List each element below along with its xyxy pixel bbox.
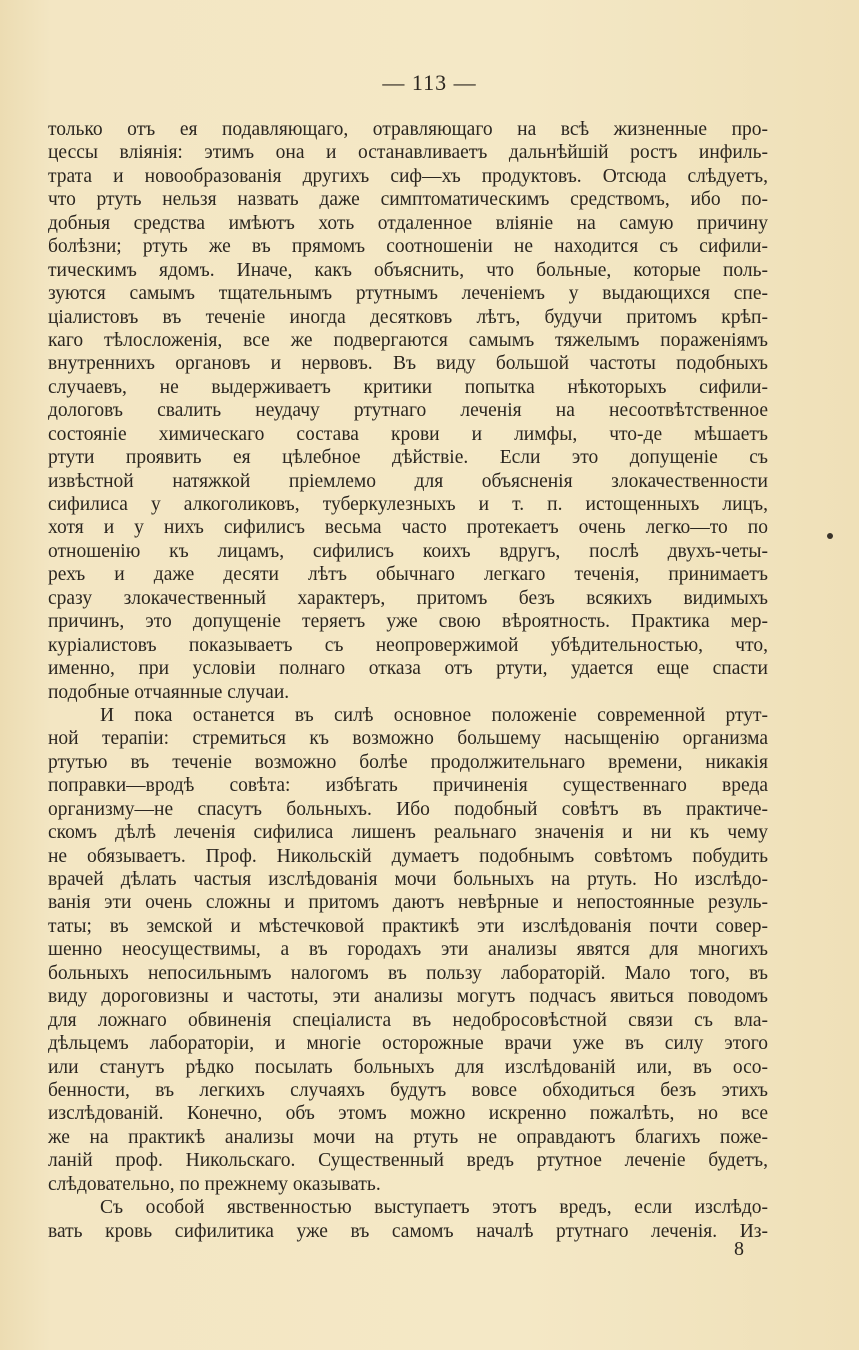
text-line: цессы вліянія: этимъ она и останавливаетъ дальнѣйшій ростъ инфиль- (48, 142, 768, 164)
page-number: — 113 — (382, 70, 477, 95)
text-line: дѣльцемъ лабораторіи, и многіе осторожные врачи уже въ силу этого (48, 1033, 768, 1055)
text-line: что ртуть нельзя назвать даже симптоматическимъ средствомъ, ибо по- (48, 189, 768, 211)
text-line: виду дороговизны и частоты, эти анализы могутъ подчасъ явиться поводомъ (48, 986, 768, 1008)
text-line: тическимъ ядомъ. Иначе, какъ объяснить, что больные, которые поль- (48, 259, 768, 281)
paragraph-start: Съ особой явственностью выступаетъ этотъ вредъ, если изслѣдо- (100, 1197, 768, 1219)
text-line: состояніе химическаго состава крови и лимфы, что-де мѣшаетъ (48, 423, 768, 445)
signature-mark: 8 (734, 1238, 744, 1260)
text-line: не обязываетъ. Проф. Никольскій думаетъ подобнымъ совѣтомъ побудить (48, 845, 768, 867)
text-line: трата и новообразованія другихъ сиф—хъ продуктовъ. Отсюда слѣдуетъ, (48, 165, 768, 187)
text-line: ванія эти очень сложны и притомъ даютъ невѣрные и непостоянные резуль- (48, 892, 768, 914)
text-line: больныхъ непосильнымъ налогомъ въ пользу лабораторій. Мало того, въ (48, 962, 768, 984)
text-line: случаевъ, не выдерживаетъ критики попытка нѣкоторыхъ сифили- (48, 376, 768, 398)
body-text (48, 118, 768, 1243)
text-line: зуются самымъ тщательнымъ ртутнымъ леченіемъ у выдающихся спе- (48, 283, 768, 305)
text-line: куріалистовъ показываетъ съ неопровержимой убѣдительностью, что, (48, 634, 768, 656)
text-line: отношенію къ лицамъ, сифилисъ коихъ вдругъ, послѣ двухъ-четы- (48, 540, 768, 562)
text-line: вать кровь сифилитика уже въ самомъ началѣ ртутнаго леченія. Из- (48, 1220, 768, 1242)
paragraph-start: И пока останется въ силѣ основное положеніе современной ртут- (100, 704, 768, 726)
text-line: скомъ дѣлѣ леченія сифилиса лишенъ реальнаго значенія и ни къ чему (48, 822, 768, 844)
margin-dot (827, 533, 833, 539)
text-line: только отъ ея подавляющаго, отравляющаго на всѣ жизненные про- (48, 119, 768, 140)
text-line: же на практикѣ анализы мочи на ртуть не оправдаютъ благихъ поже- (48, 1126, 768, 1148)
text-line: болѣзни; ртуть же въ прямомъ соотношеніи не находится съ сифили- (48, 236, 768, 258)
text-line: ртути проявить ея цѣлебное дѣйствіе. Если это допущеніе съ (48, 447, 768, 469)
text-line: дологовъ свалить неудачу ртутнаго леченія на несоотвѣтственное (48, 400, 768, 422)
text-line: ной терапіи: стремиться къ возможно большему насыщенію организма (48, 728, 768, 750)
text-line: извѣстной натяжкой пріемлемо для объясненія злокачественности (48, 470, 768, 492)
text-line: ртутью въ теченіе возможно болѣе продолжительнаго времени, никакія (48, 751, 768, 773)
text-line: внутреннихъ органовъ и нервовъ. Въ виду большой частоты подобныхъ (48, 353, 768, 375)
text-line: слѣдовательно, по прежнему оказывать. (48, 1173, 381, 1195)
text-line: причинъ, это допущеніе теряетъ уже свою вѣроятность. Практика мер- (48, 611, 768, 633)
text-line: добныя средства имѣютъ хоть отдаленное вліяніе на самую причину (48, 212, 768, 234)
text-line: таты; въ земской и мѣстечковой практикѣ эти изслѣдованія почти совер- (48, 915, 768, 937)
text-line: хотя и у нихъ сифилисъ весьма часто протекаетъ очень легко—то по (48, 517, 768, 539)
text-line: для ложнаго обвиненія спеціалиста въ недобросовѣстной связи съ вла- (48, 1009, 768, 1031)
text-line: ціалистовъ въ теченіе иногда десятковъ лѣтъ, будучи притомъ крѣп- (48, 306, 768, 328)
text-line: подобные отчаянные случаи. (48, 681, 290, 703)
text-line: рехъ и даже десяти лѣтъ обычнаго легкаго теченія, принимаетъ (48, 564, 768, 586)
text-line: сразу злокачественный характеръ, притомъ безъ всякихъ видимыхъ (48, 587, 768, 609)
text-line: организму—не спасутъ больныхъ. Ибо подобный совѣтъ въ практиче- (48, 798, 768, 820)
text-line: именно, при условіи полнаго отказа отъ ртути, удается еще спасти (48, 658, 768, 680)
text-line: шенно неосуществимы, а въ городахъ эти анализы явятся для многихъ (48, 939, 768, 961)
text-line: каго тѣлосложенія, все же подвергаются самымъ тяжелымъ пораженіямъ (48, 329, 768, 351)
text-line: врачей дѣлать частыя изслѣдованія мочи больныхъ на ртуть. Но изслѣдо- (48, 869, 768, 890)
text-line: или станутъ рѣдко посылать больныхъ для изслѣдованій или, въ осо- (48, 1056, 768, 1078)
text-line: ланій проф. Никольскаго. Существенный вредъ ртутное леченіе будетъ, (48, 1150, 768, 1172)
text-line: поправки—вродѣ совѣта: избѣгать причиненія существеннаго вреда (48, 775, 768, 797)
text-line: сифилиса у алкоголиковъ, туберкулезныхъ и т. п. истощенныхъ лицъ, (48, 494, 768, 515)
text-line: изслѣдованій. Конечно, объ этомъ можно искренно пожалѣть, но все (48, 1103, 768, 1125)
text-line: бенности, въ легкихъ случаяхъ будутъ вовсе обходиться безъ этихъ (48, 1079, 768, 1101)
